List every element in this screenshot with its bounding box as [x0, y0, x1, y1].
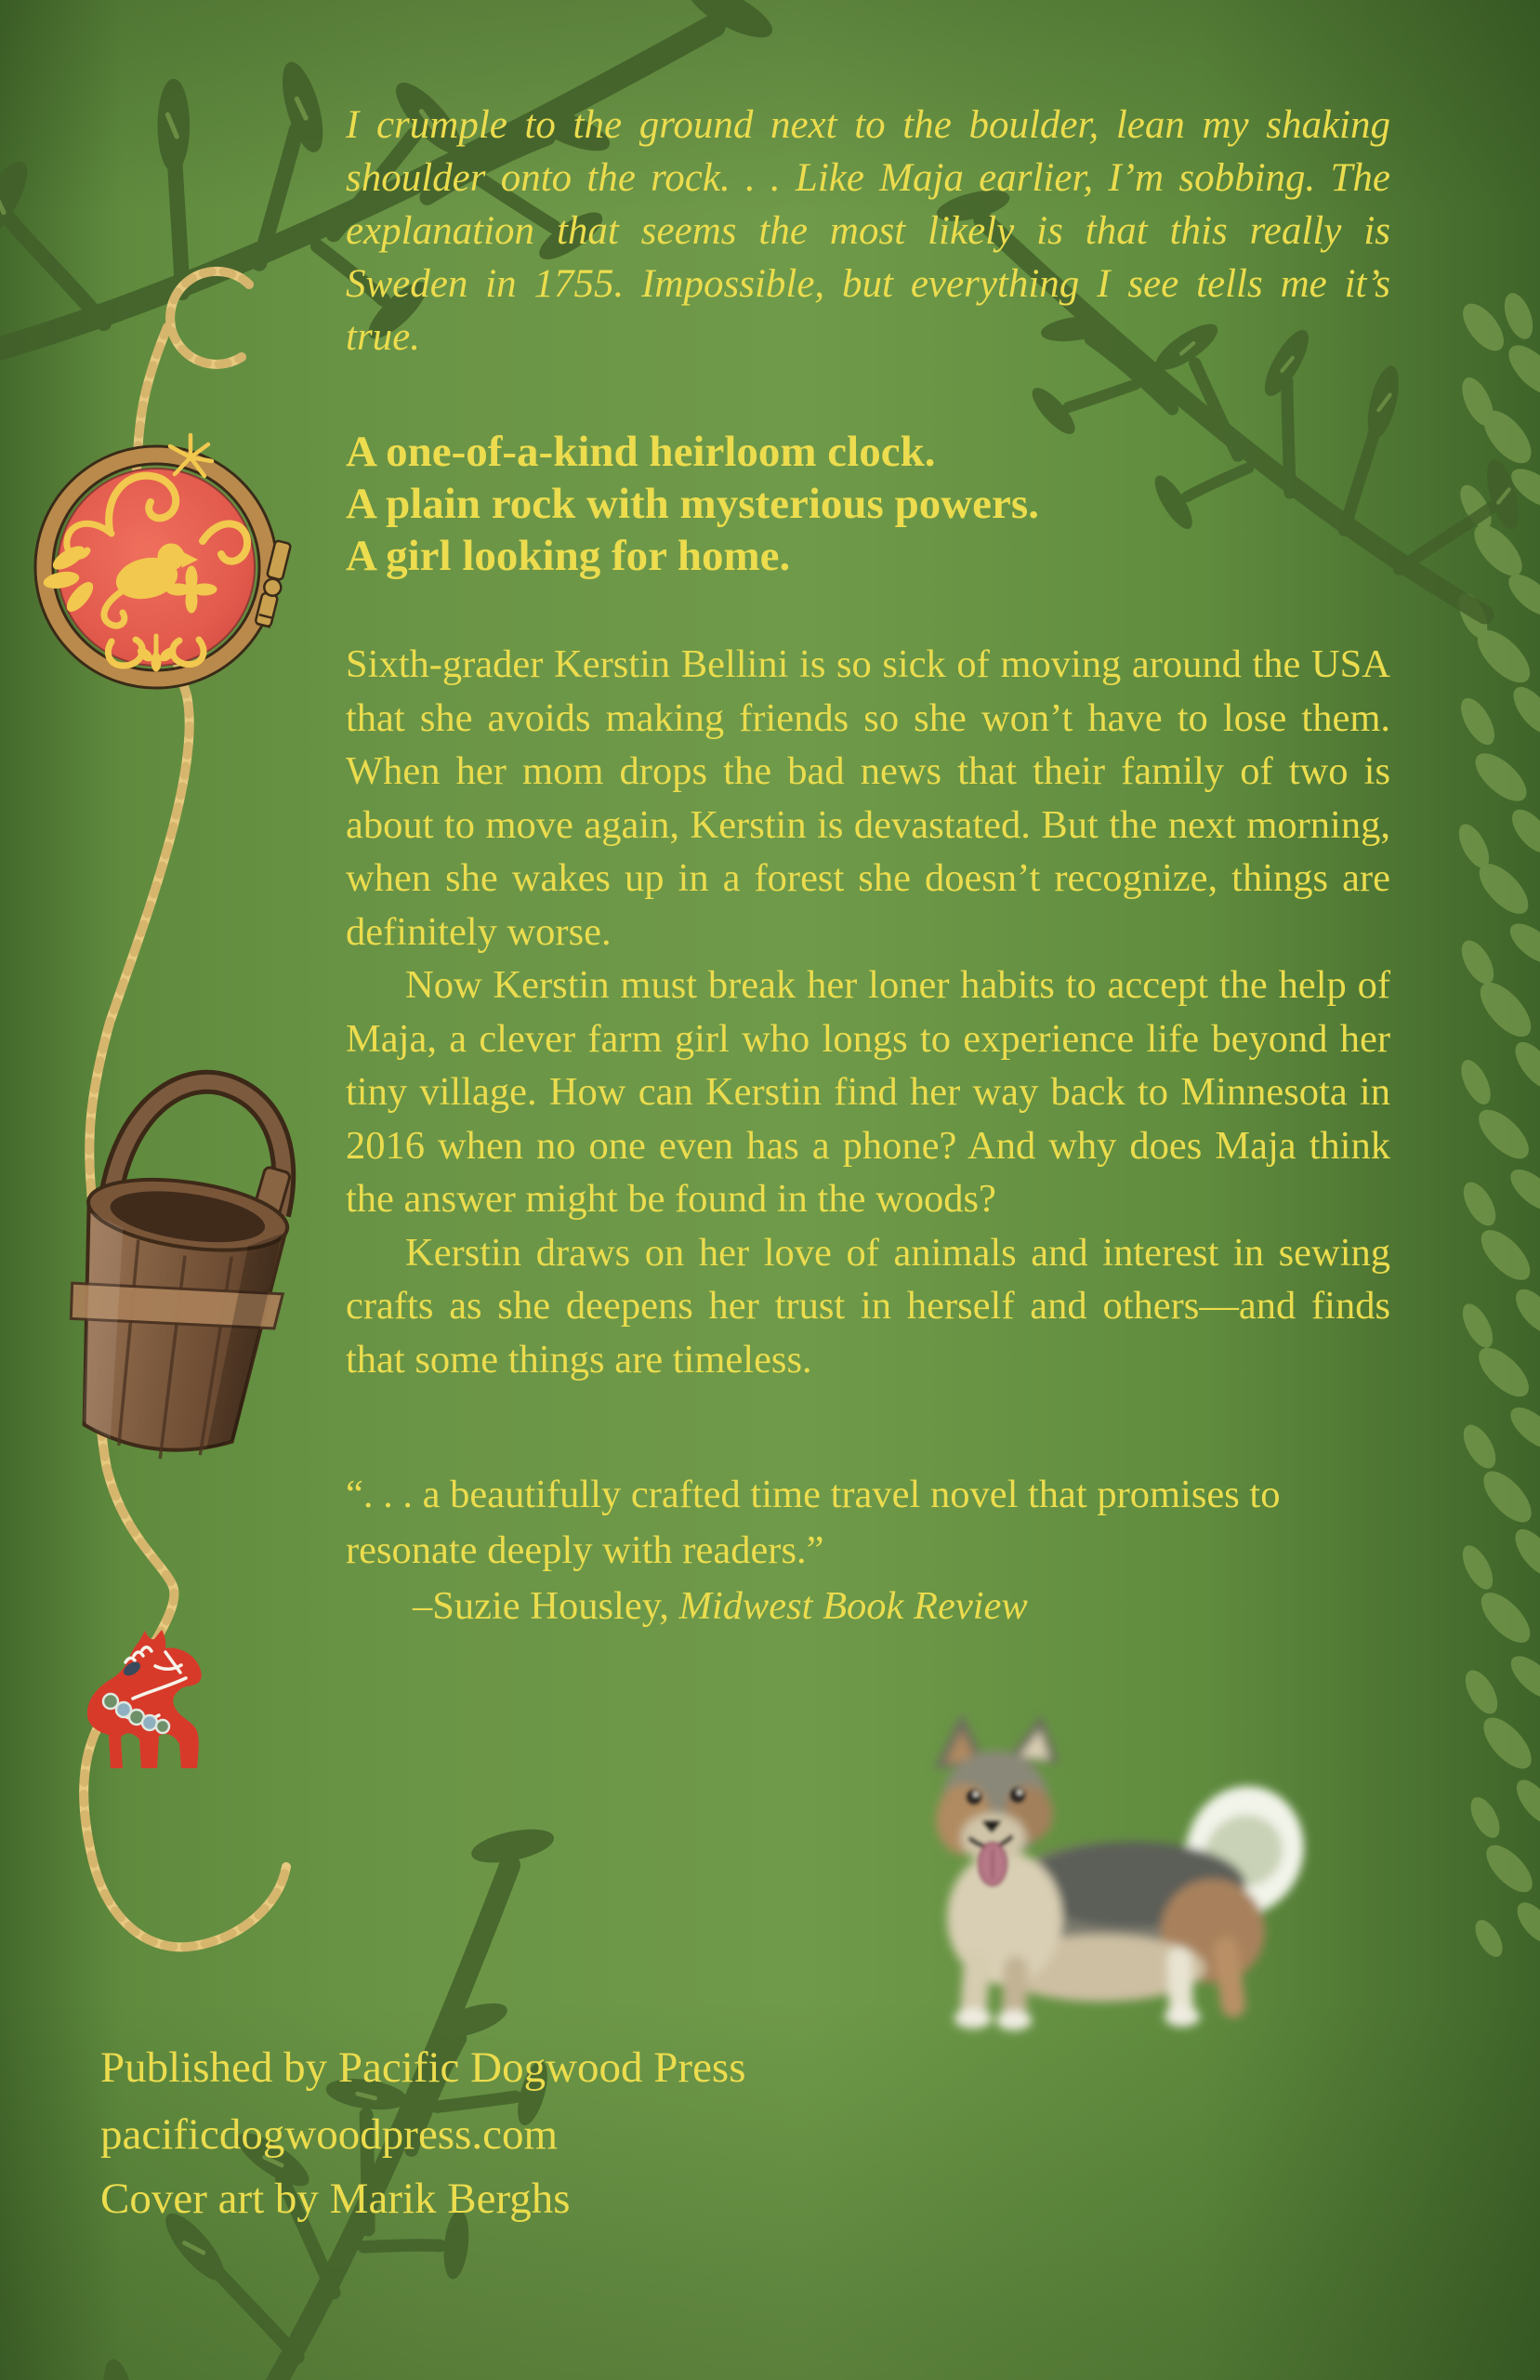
synopsis-paragraph-2: Now Kerstin must break her loner habits to accept the help of Maja, a clever farm girl who longs to experience life beyond her tiny village. How can Kerstin find her way back to Minnesota in 2016 when no one even has a phone? And why does Maja think the answer might be found in the woods?: [346, 963, 1390, 1221]
synopsis-paragraph-3: Kerstin draws on her love of animals and interest in sewing crafts as she deepens her trust in herself and others—and finds that some things are timeless.: [346, 1230, 1390, 1382]
review-attribution-source: Midwest Book Review: [678, 1584, 1028, 1628]
publisher-website: pacificdogwoodpress.com: [100, 2110, 559, 2159]
leaf-strip-decoration: [1453, 289, 1540, 1961]
review-block: [346, 1467, 1396, 1634]
dala-horse-illustration: [87, 1630, 202, 1768]
tagline-line-1: A one-of-a-kind heirloom clock.: [346, 428, 936, 476]
opening-quote: I crumple to the ground next to the boulder, lean my shaking shoulder onto the rock. . . Like Maja earlier, I’m sobbing. The explanation that seems the most likely is that this really is Sweden in 1755. Impossible, but everything I see tells me it’s true.: [346, 103, 1390, 359]
dog-illustration: [934, 1713, 1304, 2030]
tagline-line-3: A girl looking for home.: [346, 532, 791, 580]
tagline: [346, 426, 1039, 582]
tagline-line-2: A plain rock with mysterious powers.: [346, 480, 1039, 528]
review-attribution-name: –Suzie Housley,: [413, 1584, 679, 1628]
publisher-name: Published by Pacific Dogwood Press: [100, 2043, 746, 2092]
embroidery-hoop-illustration: [35, 435, 292, 688]
synopsis-paragraph-1: Sixth-grader Kerstin Bellini is so sick of moving around the USA that she avoids making friends so she won’t have to lose them. When her mom drops the bad news that their family of two is about to move again, Kerstin is devastated. But the next morning, when she wakes up in a forest she doesn’t recognize, things are definitely worse.: [346, 642, 1390, 954]
review-quote: “. . . a beautifully crafted time travel novel that promises to resonate deeply with readers.”: [346, 1473, 1281, 1572]
publisher-block: [100, 2034, 746, 2168]
review-attribution: [346, 1579, 1396, 1634]
cover-art-credit: Cover art by Marik Berghs: [100, 2175, 571, 2223]
synopsis: [346, 638, 1390, 1386]
